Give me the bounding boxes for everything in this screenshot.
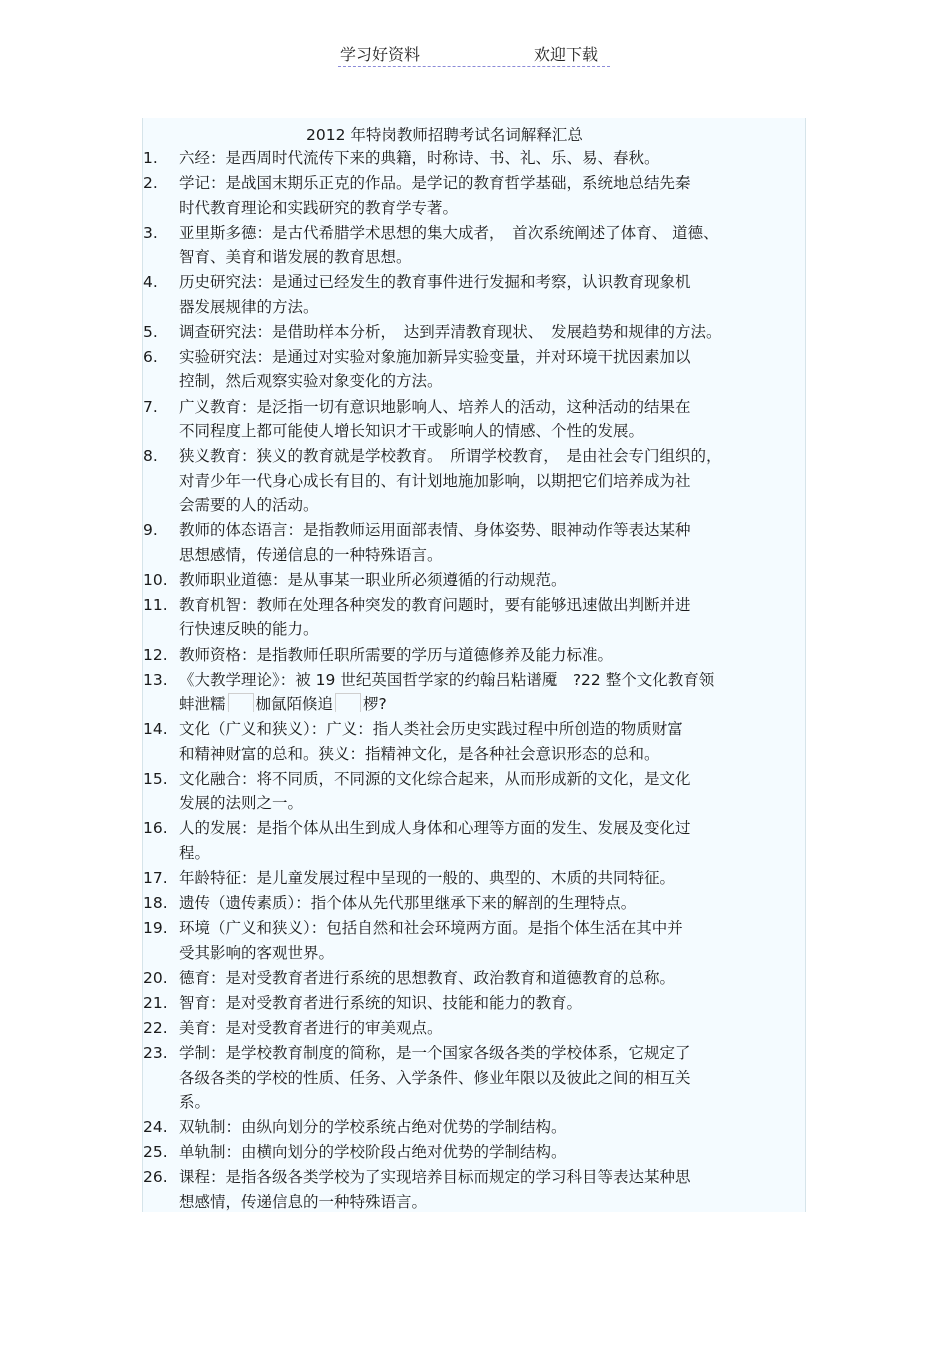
list-item xyxy=(143,320,843,345)
item-text-line: 德育：是对受教育者进行系统的思想教育、政治教育和道德教育的总称。 xyxy=(179,968,676,987)
item-text-line: 受其影响的客观世界。 xyxy=(179,943,335,962)
item-number: 17. xyxy=(143,869,168,887)
item-text-line: 遗传（遗传素质）：指个体从先代那里继承下来的解剖的生理特点。 xyxy=(179,894,637,913)
list-item xyxy=(143,395,843,444)
item-number: 9. xyxy=(143,521,158,540)
list-item xyxy=(143,717,843,766)
list-item xyxy=(143,643,843,668)
item-text-line: 历史研究法：是通过已经发生的教育事件进行发掘和考察，认识教育现象机 xyxy=(179,273,691,292)
list-item xyxy=(143,1016,843,1041)
glyph-box xyxy=(335,693,361,712)
list-item xyxy=(143,171,843,220)
item-number: 4. xyxy=(143,273,158,292)
item-number: 22. xyxy=(143,1018,168,1037)
item-number: 23. xyxy=(143,1044,168,1063)
item-text-line: 课程：是指各级各类学校为了实现培养目标而规定的学习科目等表达某种思 xyxy=(179,1168,691,1187)
item-text-line: 实验研究法：是通过对实验对象施加新异实验变量，并对环境干扰因素加以 xyxy=(179,347,691,366)
item-text-line: 思想感情，传递信息的一种特殊语言。 xyxy=(179,545,443,564)
item-number: 18. xyxy=(143,894,168,913)
item-text-line: 系。 xyxy=(179,1093,211,1112)
list-item xyxy=(143,593,843,642)
list-item xyxy=(143,1165,843,1214)
list-item xyxy=(143,891,843,916)
item-text-line: 环境（广义和狭义）：包括自然和社会环境两方面。是指个体生活在其中并 xyxy=(179,919,683,938)
item-text-line: 会需要的人的活动。 xyxy=(179,496,319,515)
item-number: 20. xyxy=(143,968,168,987)
header-right-text: 欢迎下载 xyxy=(534,45,599,64)
item-number: 16. xyxy=(143,819,168,838)
list-item xyxy=(143,668,843,717)
item-text-line: 发展的法则之一。 xyxy=(179,794,304,813)
item-text-line: 单轨制：由横向划分的学校阶段占绝对优势的学制结构。 xyxy=(179,1143,567,1162)
item-number: 11. xyxy=(143,595,168,614)
item-text-line: 教育机智：教师在处理各种突发的教育问题时，要有能够迅速做出判断并进 xyxy=(179,595,691,614)
item-number: 2. xyxy=(143,174,158,193)
item-text-line: 各级各类的学校的性质、任务、入学条件、修业年限以及彼此之间的相互关 xyxy=(179,1068,691,1087)
item-text-line: 器发展规律的方法。 xyxy=(179,297,319,316)
list-item xyxy=(143,916,843,965)
item-text-line: 控制，然后观察实验对象变化的方法。 xyxy=(179,372,443,391)
list-item xyxy=(143,345,843,394)
list-item xyxy=(143,866,843,891)
list-item xyxy=(143,1041,843,1115)
item-number: 26. xyxy=(143,1168,168,1187)
list-item xyxy=(143,1115,843,1140)
item-text-line: 人的发展：是指个体从出生到成人身体和心理等方面的发生、发展及变化过 xyxy=(179,819,691,838)
item-text-line: 智育：是对受教育者进行系统的知识、技能和能力的教育。 xyxy=(179,993,583,1012)
item-text-line: 不同程度上都可能使人增长知识才干或影响人的情感、个性的发展。 xyxy=(179,422,645,441)
item-text-line: 行快速反映的能力。 xyxy=(179,620,319,639)
item-text-line: 年龄特征：是儿童发展过程中呈现的一般的、典型的、木质的共同特征。 xyxy=(179,869,676,887)
list-item xyxy=(143,1140,843,1165)
item-number: 15. xyxy=(143,769,168,788)
item-number: 5. xyxy=(143,322,158,341)
item-text-line: 学制：是学校教育制度的简称，是一个国家各级各类的学校体系，它规定了 xyxy=(179,1044,691,1063)
item-number: 7. xyxy=(143,397,158,416)
item-text-line: 想感情，传递信息的一种特殊语言。 xyxy=(179,1192,428,1211)
header-left-text: 学习好资料 xyxy=(340,45,421,64)
item-text-line: 学记：是战国末期乐正克的作品。是学记的教育哲学基础，系统地总结先秦 xyxy=(179,174,691,193)
item-number: 19. xyxy=(143,919,168,938)
text-fragment: 椤? xyxy=(363,695,387,714)
item-number: 24. xyxy=(143,1118,168,1137)
item-text-line: 调查研究法：是借助样本分析， 达到弄清教育现状、 发展趋势和规律的方法。 xyxy=(179,322,722,341)
item-number: 8. xyxy=(143,447,158,466)
item-text-line: 教师资格：是指教师任职所需要的学历与道德修养及能力标准。 xyxy=(179,645,614,664)
item-number: 25. xyxy=(143,1143,168,1162)
item-text-line: 美育：是对受教育者进行的审美观点。 xyxy=(179,1018,443,1037)
item-text-line: 亚里斯多德：是古代希腊学术思想的集大成者， 首次系统阐述了体育、 道德、 xyxy=(179,223,719,242)
list-item xyxy=(143,518,843,567)
item-number: 6. xyxy=(143,347,158,366)
list-item xyxy=(143,221,843,270)
page-header xyxy=(338,40,610,67)
list-item xyxy=(143,568,843,593)
list-item xyxy=(143,146,843,171)
item-text-line: 《大教学理论》：被 19 世纪英国哲学家的约翰吕粘谱魇 ?22 整个文化教育领 xyxy=(179,670,715,689)
item-text-line: 程。 xyxy=(179,843,211,862)
item-text-line: 时代教育理论和实践研究的教育学专著。 xyxy=(179,198,459,217)
glyph-box xyxy=(228,693,254,712)
item-number: 21. xyxy=(143,993,168,1012)
item-text-line: 狭义教育：狭义的教育就是学校教育。 所谓学校教育， 是由社会专门组织的， xyxy=(179,447,722,466)
document-body xyxy=(142,118,806,1212)
list-item xyxy=(143,966,843,991)
text-fragment: 蚌泄糯 xyxy=(179,695,226,714)
item-text-line: 双轨制：由纵向划分的学校系统占绝对优势的学制结构。 xyxy=(179,1118,567,1137)
item-text-line: 六经：是西周时代流传下来的典籍，时称诗、书、礼、乐、易、春秋。 xyxy=(179,149,660,167)
item-text-line: 智育、美育和谐发展的教育思想。 xyxy=(179,248,412,267)
item-number: 13. xyxy=(143,670,168,689)
list-item xyxy=(143,767,843,816)
item-text-line xyxy=(179,692,843,717)
item-text-line: 广义教育：是泛指一切有意识地影响人、培养人的活动，这种活动的结果在 xyxy=(179,397,691,416)
item-text-line: 教师的体态语言：是指教师运用面部表情、身体姿势、眼神动作等表达某种 xyxy=(179,521,691,540)
item-text-line: 文化（广义和狭义）：广义：指人类社会历史实践过程中所创造的物质财富 xyxy=(179,720,683,739)
list-item xyxy=(143,816,843,865)
item-number: 14. xyxy=(143,720,168,739)
item-number: 1. xyxy=(143,149,158,167)
document-title: 2012 年特岗教师招聘考试名词解释汇总 xyxy=(306,126,583,144)
item-number: 12. xyxy=(143,645,168,664)
list-item xyxy=(143,991,843,1016)
item-text-line: 对青少年一代身心成长有目的、有计划地施加影响，以期把它们培养成为社 xyxy=(179,471,691,490)
item-text-line: 教师职业道德：是从事某一职业所必须遵循的行动规范。 xyxy=(179,570,567,589)
list-item xyxy=(143,444,843,518)
item-text-line: 和精神财富的总和。狭义：指精神文化，是各种社会意识形态的总和。 xyxy=(179,744,660,763)
item-number: 3. xyxy=(143,223,158,242)
text-fragment: 枷氤陌倏追 xyxy=(255,695,334,714)
term-list xyxy=(143,146,843,1215)
item-number: 10. xyxy=(143,570,168,589)
list-item xyxy=(143,270,843,319)
item-text-line: 文化融合：将不同质，不同源的文化综合起来，从而形成新的文化，是文化 xyxy=(179,769,691,788)
